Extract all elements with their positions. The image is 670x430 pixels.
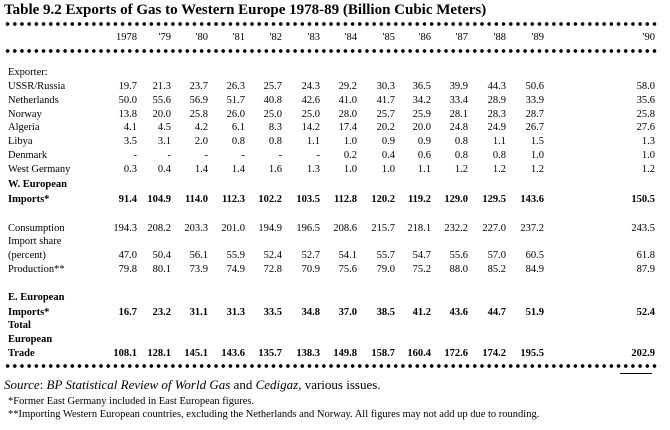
- table-cell: 3.5: [123, 136, 137, 147]
- year-header: '80: [195, 32, 208, 43]
- table-cell: 1.6: [268, 164, 282, 175]
- table-cell: 44.7: [487, 307, 506, 318]
- row-label: Imports*: [8, 194, 50, 205]
- table-cell: 42.6: [301, 95, 320, 106]
- table-cell: -: [316, 150, 320, 161]
- table-cell: 196.5: [296, 223, 320, 234]
- table-cell: 55.6: [449, 250, 468, 261]
- table-cell: 33.4: [449, 95, 468, 106]
- table-row: [0, 95, 670, 108]
- table-cell: 0.4: [381, 150, 395, 161]
- table-cell: 79.8: [118, 264, 137, 275]
- table-cell: 8.3: [268, 122, 282, 133]
- table-cell: 39.9: [449, 81, 468, 92]
- table-cell: 41.2: [412, 307, 431, 318]
- table-cell: 1.1: [417, 164, 431, 175]
- row-label: Netherlands: [8, 95, 59, 106]
- table-row: [0, 109, 670, 122]
- table-cell: 50.0: [118, 95, 137, 106]
- table-cell: 24.8: [449, 122, 468, 133]
- source-and: and: [230, 377, 256, 392]
- table-cell: 50.4: [152, 250, 171, 261]
- table-cell: 1.4: [231, 164, 245, 175]
- footnote-2: **Importing Western European countries, excluding the Netherlands and Norway. All figures may not add up due to rounding.: [8, 409, 540, 420]
- table-cell: 218.1: [407, 223, 431, 234]
- row-label: Consumption: [8, 223, 65, 234]
- table-cell: 70.9: [301, 264, 320, 275]
- table-cell: 108.1: [113, 348, 137, 359]
- table-cell: 0.6: [417, 150, 431, 161]
- table-cell: 38.5: [376, 307, 395, 318]
- table-cell: 29.2: [338, 81, 357, 92]
- table-cell: 87.9: [636, 264, 655, 275]
- table-cell: 0.8: [492, 150, 506, 161]
- table-cell: 25.7: [376, 109, 395, 120]
- table-cell: 129.5: [482, 194, 506, 205]
- table-row: [0, 264, 670, 277]
- table-cell: 149.8: [333, 348, 357, 359]
- source-line: [4, 377, 381, 393]
- year-header: '87: [455, 32, 468, 43]
- table-cell: 160.4: [407, 348, 431, 359]
- table-cell: 202.9: [631, 348, 655, 359]
- table-cell: 0.9: [381, 136, 395, 147]
- table-cell: 56.1: [189, 250, 208, 261]
- table-cell: 0.4: [157, 164, 171, 175]
- table-cell: 0.8: [268, 136, 282, 147]
- table-cell: 73.9: [189, 264, 208, 275]
- table-cell: 26.7: [525, 122, 544, 133]
- table-cell: 54.1: [338, 250, 357, 261]
- year-header: '86: [418, 32, 431, 43]
- table-cell: 1.2: [641, 164, 655, 175]
- table-cell: 54.7: [412, 250, 431, 261]
- table-cell: 20.0: [412, 122, 431, 133]
- table-cell: 0.8: [454, 136, 468, 147]
- table-cell: 215.7: [371, 223, 395, 234]
- table-cell: 84.9: [525, 264, 544, 275]
- table-row: [0, 223, 670, 236]
- table-cell: 24.9: [487, 122, 506, 133]
- table-row: [0, 250, 670, 263]
- year-header: '82: [269, 32, 282, 43]
- table-cell: 28.9: [487, 95, 506, 106]
- table-cell: 1.0: [530, 150, 544, 161]
- table-cell: 19.7: [118, 81, 137, 92]
- table-cell: 1.1: [492, 136, 506, 147]
- table-cell: 27.6: [636, 122, 655, 133]
- table-cell: 1.2: [492, 164, 506, 175]
- dotted-rule-header: [4, 48, 660, 54]
- table-cell: 237.2: [520, 223, 544, 234]
- table-cell: 1.0: [343, 164, 357, 175]
- row-label: Total: [8, 320, 31, 331]
- table-cell: 44.3: [487, 81, 506, 92]
- table-cell: 41.0: [338, 95, 357, 106]
- table-cell: 75.2: [412, 264, 431, 275]
- table-cell: 17.4: [338, 122, 357, 133]
- table-cell: 55.6: [152, 95, 171, 106]
- table-row: [0, 179, 670, 192]
- table-cell: 208.2: [147, 223, 171, 234]
- table-cell: 104.9: [147, 194, 171, 205]
- table-row: [0, 320, 670, 333]
- table-cell: 143.6: [520, 194, 544, 205]
- dotted-rule-top: [4, 21, 660, 27]
- table-cell: 208.6: [333, 223, 357, 234]
- table-row: [0, 236, 670, 249]
- table-cell: 88.0: [449, 264, 468, 275]
- year-header: '81: [232, 32, 245, 43]
- table-cell: 201.0: [221, 223, 245, 234]
- row-label: Norway: [8, 109, 42, 120]
- table-cell: 25.0: [301, 109, 320, 120]
- table-cell: 20.2: [376, 122, 395, 133]
- table-cell: 112.8: [333, 194, 357, 205]
- table-cell: 24.3: [301, 81, 320, 92]
- table-cell: 128.1: [147, 348, 171, 359]
- table-cell: 14.2: [301, 122, 320, 133]
- table-cell: 41.7: [376, 95, 395, 106]
- table-cell: 52.4: [636, 307, 655, 318]
- table-cell: 129.0: [444, 194, 468, 205]
- table-cell: 1.5: [530, 136, 544, 147]
- table-cell: 75.6: [338, 264, 357, 275]
- table-cell: 114.0: [184, 194, 208, 205]
- table-cell: 25.8: [189, 109, 208, 120]
- dotted-rule-bottom: [4, 363, 660, 369]
- table-cell: 174.2: [482, 348, 506, 359]
- table-cell: 23.2: [152, 307, 171, 318]
- table-cell: 28.7: [525, 109, 544, 120]
- table-row: [0, 334, 670, 347]
- table-cell: 21.3: [152, 81, 171, 92]
- row-label: Import share: [8, 236, 62, 247]
- table-cell: 0.9: [417, 136, 431, 147]
- table-cell: 1.2: [454, 164, 468, 175]
- table-cell: 4.2: [194, 122, 208, 133]
- year-header: '83: [307, 32, 320, 43]
- row-label: European: [8, 334, 53, 345]
- row-label: Imports*: [8, 307, 50, 318]
- table-cell: 203.3: [184, 223, 208, 234]
- source-org: Cedigaz: [255, 377, 299, 392]
- year-header: '89: [531, 32, 544, 43]
- table-cell: 51.7: [226, 95, 245, 106]
- table-cell: 61.8: [636, 250, 655, 261]
- table-cell: 243.5: [631, 223, 655, 234]
- table-row: [0, 307, 670, 320]
- table-cell: 0.8: [231, 136, 245, 147]
- table-cell: 1.0: [381, 164, 395, 175]
- table-cell: 0.3: [123, 164, 137, 175]
- table-cell: 28.3: [487, 109, 506, 120]
- table-cell: -: [133, 150, 137, 161]
- table-row: [0, 164, 670, 177]
- table-cell: 1.2: [530, 164, 544, 175]
- year-header: '88: [493, 32, 506, 43]
- row-label: West Germany: [8, 164, 71, 175]
- table-cell: 37.0: [338, 307, 357, 318]
- table-cell: 13.8: [118, 109, 137, 120]
- table-cell: 52.4: [263, 250, 282, 261]
- table-cell: 20.0: [152, 109, 171, 120]
- table-cell: 36.5: [412, 81, 431, 92]
- table-cell: 172.6: [444, 348, 468, 359]
- table-cell: 30.3: [376, 81, 395, 92]
- table-cell: 145.1: [184, 348, 208, 359]
- table-cell: -: [278, 150, 282, 161]
- table-cell: 33.5: [263, 307, 282, 318]
- table-row: [0, 150, 670, 163]
- table-row: [0, 136, 670, 149]
- table-cell: 3.1: [157, 136, 171, 147]
- total-underline: [620, 373, 652, 374]
- table-cell: 6.1: [231, 122, 245, 133]
- table-cell: 194.3: [113, 223, 137, 234]
- row-label: Production**: [8, 264, 65, 275]
- table-cell: 35.6: [636, 95, 655, 106]
- table-cell: 232.2: [444, 223, 468, 234]
- year-header: 1978: [116, 32, 137, 43]
- table-cell: 34.2: [412, 95, 431, 106]
- table-row: [0, 122, 670, 135]
- table-cell: 158.7: [371, 348, 395, 359]
- table-cell: 2.0: [194, 136, 208, 147]
- table-cell: 33.9: [525, 95, 544, 106]
- row-label: Libya: [8, 136, 33, 147]
- year-header: '79: [158, 32, 171, 43]
- table-cell: 1.3: [306, 164, 320, 175]
- table-cell: 4.1: [123, 122, 137, 133]
- table-cell: 57.0: [487, 250, 506, 261]
- table-cell: 227.0: [482, 223, 506, 234]
- table-cell: 31.1: [189, 307, 208, 318]
- table-title: Table 9.2 Exports of Gas to Western Europe 1978-89 (Billion Cubic Meters): [4, 2, 487, 18]
- table-cell: 40.8: [263, 95, 282, 106]
- row-label: Algeria: [8, 122, 40, 133]
- table-cell: 0.2: [343, 150, 357, 161]
- table-cell: 47.0: [118, 250, 137, 261]
- table-cell: 25.0: [263, 109, 282, 120]
- table-cell: 79.0: [376, 264, 395, 275]
- table-cell: 1.3: [641, 136, 655, 147]
- table-cell: 58.0: [636, 81, 655, 92]
- table-cell: 1.1: [306, 136, 320, 147]
- table-cell: -: [204, 150, 208, 161]
- row-label: Exporter:: [8, 67, 48, 78]
- row-label: USSR/Russia: [8, 81, 66, 92]
- table-cell: 28.0: [338, 109, 357, 120]
- table-cell: 1.0: [343, 136, 357, 147]
- row-label: Trade: [8, 348, 35, 359]
- table-cell: 4.5: [157, 122, 171, 133]
- table-cell: 91.4: [118, 194, 137, 205]
- source-suffix: , various issues.: [298, 377, 381, 392]
- row-label: W. European: [8, 179, 67, 190]
- table-cell: 119.2: [407, 194, 431, 205]
- table-cell: 60.5: [525, 250, 544, 261]
- table-cell: 25.9: [412, 109, 431, 120]
- table-cell: 56.9: [189, 95, 208, 106]
- table-cell: 1.4: [194, 164, 208, 175]
- header-row: [0, 32, 670, 45]
- table-cell: 25.7: [263, 81, 282, 92]
- table-row: [0, 194, 670, 207]
- table-cell: 25.8: [636, 109, 655, 120]
- row-label: Denmark: [8, 150, 48, 161]
- table-cell: 31.3: [226, 307, 245, 318]
- footnote-1: *Former East Germany included in East European figures.: [8, 396, 255, 407]
- table-row: [0, 348, 670, 361]
- table-cell: 102.2: [258, 194, 282, 205]
- table-cell: 195.5: [520, 348, 544, 359]
- table-cell: 194.9: [258, 223, 282, 234]
- table-cell: 55.9: [226, 250, 245, 261]
- row-label: E. European: [8, 292, 65, 303]
- table-row: [0, 67, 670, 80]
- table-cell: 74.9: [226, 264, 245, 275]
- table-cell: 150.5: [631, 194, 655, 205]
- table-cell: 26.0: [226, 109, 245, 120]
- table-cell: -: [241, 150, 245, 161]
- table-cell: -: [167, 150, 171, 161]
- table-cell: 34.8: [301, 307, 320, 318]
- table-cell: 23.7: [189, 81, 208, 92]
- table-cell: 51.9: [525, 307, 544, 318]
- table-cell: 0.8: [454, 150, 468, 161]
- table-cell: 135.7: [258, 348, 282, 359]
- table-cell: 28.1: [449, 109, 468, 120]
- source-prefix: Source: [4, 377, 40, 392]
- table-cell: 55.7: [376, 250, 395, 261]
- table-cell: 143.6: [221, 348, 245, 359]
- source-publication: BP Statistical Review of World Gas: [46, 377, 231, 392]
- table-cell: 80.1: [152, 264, 171, 275]
- table-row: [0, 81, 670, 94]
- table-cell: 120.2: [371, 194, 395, 205]
- year-header: '85: [382, 32, 395, 43]
- table-cell: 52.7: [301, 250, 320, 261]
- year-header: '84: [344, 32, 357, 43]
- table-cell: 16.7: [118, 307, 137, 318]
- table-cell: 50.6: [525, 81, 544, 92]
- table-cell: 85.2: [487, 264, 506, 275]
- table-row: [0, 292, 670, 305]
- table-cell: 72.8: [263, 264, 282, 275]
- source-sep: :: [39, 377, 47, 392]
- table-cell: 26.3: [226, 81, 245, 92]
- table-cell: 1.0: [641, 150, 655, 161]
- table-cell: 112.3: [221, 194, 245, 205]
- row-label: (percent): [8, 250, 46, 261]
- table-cell: 103.5: [296, 194, 320, 205]
- table-cell: 43.6: [449, 307, 468, 318]
- year-header: '90: [642, 32, 655, 43]
- table-cell: 138.3: [296, 348, 320, 359]
